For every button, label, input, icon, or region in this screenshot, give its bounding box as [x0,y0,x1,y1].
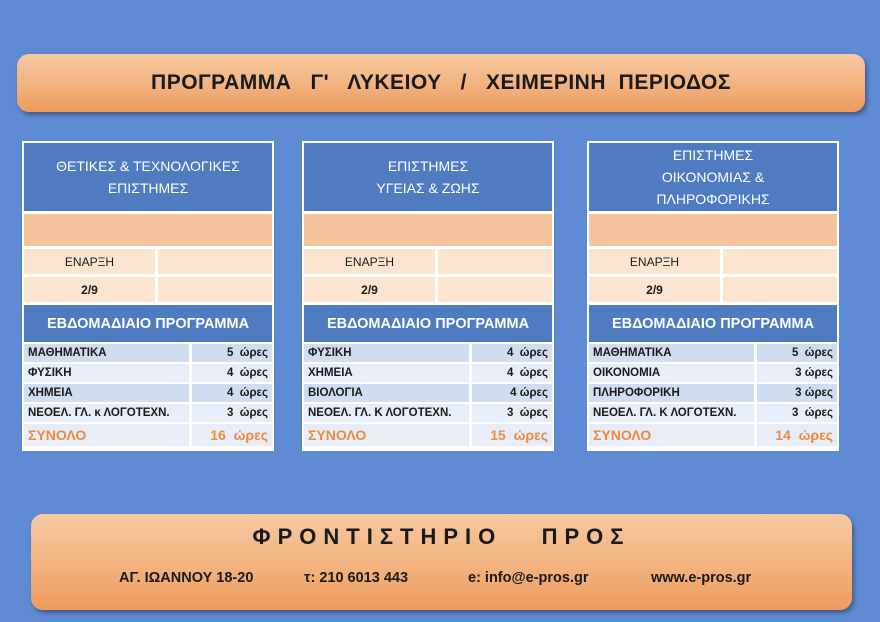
subject-row [24,404,272,422]
subject-name: ΧΗΜΕΙΑ [304,364,469,382]
program-card-health [302,141,554,451]
weekly-program-heading: ΕΒΔΟΜΑΔΙΑΙΟ ΠΡΟΓΡΑΜΜΑ [304,305,552,342]
subject-name: ΟΙΚΟΝΟΜΙΑ [589,364,754,382]
subject-name: ΠΛΗΡΟΦΟΡΙΚΗ [589,384,754,402]
website-link[interactable]: www.e-pros.gr [651,570,752,586]
subject-name: ΦΥΣΙΚΗ [24,364,189,382]
subject-hours: 3 ώρες [757,364,837,382]
start-date: 2/9 [304,277,435,302]
start-label: ΕΝΑΡΞΗ [304,249,435,274]
subject-hours: 5 ώρες [192,344,272,362]
footer-banner [31,514,852,610]
card-heading [24,143,272,211]
phone-number[interactable]: τ: 210 6013 443 [304,570,409,586]
start-date-row [589,277,837,302]
start-date-empty-cell [723,277,837,302]
subject-name: ΝΕΟΕΛ. ΓΛ. Κ ΛΟΓΟΤΕΧΝ. [589,404,754,422]
program-card-sciences [22,141,274,451]
subject-row [24,364,272,382]
email-address[interactable]: e: info@e-pros.gr [468,570,589,586]
subject-row [304,404,552,422]
subject-hours: 3 ώρες [192,404,272,422]
start-date: 2/9 [24,277,155,302]
subject-name: ΦΥΣΙΚΗ [304,344,469,362]
school-name: ΦΡΟΝΤΙΣΤΗΡΙΟ ΠΡΟΣ [252,524,631,549]
page-title: ΠΡΟΓΡΑΜΜΑ Γ' ΛΥΚΕΙΟΥ / ΧΕΙΜΕΡΙΝΗ ΠΕΡΙΟΔΟΣ [151,71,731,94]
subject-row [589,364,837,382]
card-orange-bar [589,214,837,246]
card-heading-line: ΕΠΙΣΤΗΜΕΣ [387,158,469,174]
subject-name: ΝΕΟΕΛ. ΓΛ. Κ ΛΟΓΟΤΕΧΝ. [304,404,469,422]
start-date-empty-cell [438,277,552,302]
card-heading [589,143,837,211]
card-heading-line: ΕΠΙΣΤΗΜΕΣ [672,147,754,163]
start-date-empty-cell [158,277,272,302]
card-orange-bar [304,214,552,246]
subject-hours: 4 ώρες [472,344,552,362]
subject-name: ΧΗΜΕΙΑ [24,384,189,402]
subject-hours: 4 ώρες [472,364,552,382]
card-heading-line: ΘΕΤΙΚΕΣ & ΤΕΧΝΟΛΟΓΙΚΕΣ [56,158,240,174]
program-card-economics [587,141,839,451]
subject-row [304,364,552,382]
start-date-row [24,277,272,302]
total-hours: 15 ώρες [472,424,552,446]
start-row [589,249,837,274]
start-date: 2/9 [589,277,720,302]
total-row [589,424,837,446]
weekly-program-heading: ΕΒΔΟΜΑΔΙΑΙΟ ΠΡΟΓΡΑΜΜΑ [24,305,272,342]
subject-row [24,384,272,402]
subject-name: ΜΑΘΗΜΑΤΙΚΑ [589,344,754,362]
total-label: ΣΥΝΟΛΟ [589,424,754,446]
subject-hours: 4 ώρες [192,384,272,402]
subject-hours: 4 ώρες [472,384,552,402]
total-hours: 14 ώρες [757,424,837,446]
total-label: ΣΥΝΟΛΟ [304,424,469,446]
total-label: ΣΥΝΟΛΟ [24,424,189,446]
subject-hours: 3 ώρες [472,404,552,422]
subject-hours: 5 ώρες [757,344,837,362]
start-row [24,249,272,274]
start-date-row [304,277,552,302]
start-label: ΕΝΑΡΞΗ [589,249,720,274]
total-row [24,424,272,446]
subject-name: ΝΕΟΕΛ. ΓΛ. κ ΛΟΓΟΤΕΧΝ. [24,404,189,422]
start-empty-cell [438,249,552,274]
subject-row [304,384,552,402]
start-label: ΕΝΑΡΞΗ [24,249,155,274]
card-heading-line: ΟΙΚΟΝΟΜΙΑΣ & [661,169,765,185]
subject-hours: 3 ώρες [757,384,837,402]
weekly-program-heading: ΕΒΔΟΜΑΔΙΑΙΟ ΠΡΟΓΡΑΜΜΑ [589,305,837,342]
subject-name: ΒΙΟΛΟΓΙΑ [304,384,469,402]
title-banner [17,54,865,112]
subject-row [304,344,552,362]
card-heading [304,143,552,211]
card-heading-line: ΕΠΙΣΤΗΜΕΣ [107,180,189,196]
card-orange-bar [24,214,272,246]
card-heading-line: ΥΓΕΙΑΣ & ΖΩΗΣ [376,180,480,196]
total-row [304,424,552,446]
start-empty-cell [723,249,837,274]
subject-row [589,344,837,362]
subject-hours: 4 ώρες [192,364,272,382]
address: ΑΓ. ΙΩΑΝΝΟΥ 18-20 [119,570,254,586]
contact-info [31,570,852,590]
start-row [304,249,552,274]
total-hours: 16 ώρες [192,424,272,446]
subject-row [24,344,272,362]
subject-hours: 3 ώρες [757,404,837,422]
start-empty-cell [158,249,272,274]
subject-row [589,404,837,422]
subject-name: ΜΑΘΗΜΑΤΙΚΑ [24,344,189,362]
card-heading-line: ΠΛΗΡΟΦΟΡΙΚΗΣ [656,191,770,207]
subject-row [589,384,837,402]
